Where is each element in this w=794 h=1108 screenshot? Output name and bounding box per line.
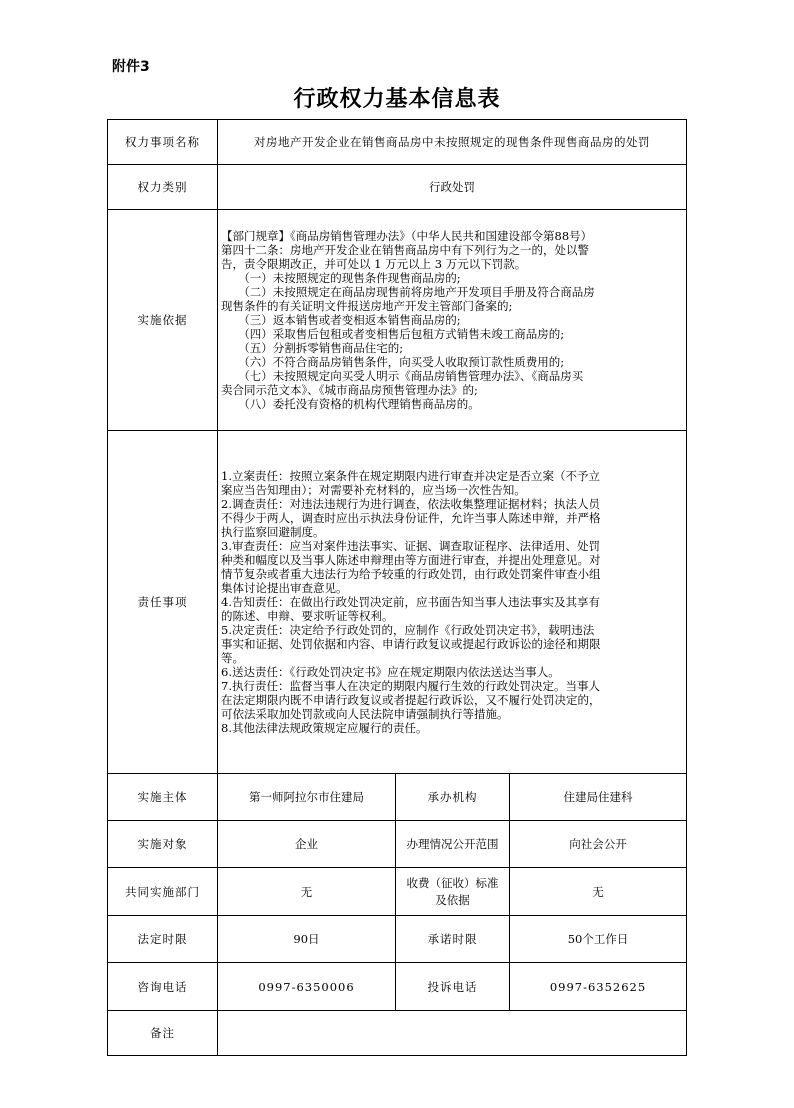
basis-text [218, 210, 687, 431]
basis-label: 实施依据 [108, 210, 218, 431]
table-row [108, 868, 687, 916]
responsibility-line: 4.告知责任：在做出行政处罚决定前，应书面告知当事人违法事实及其享有 [221, 595, 600, 609]
consult-phone-label: 咨询电话 [108, 963, 218, 1011]
power-type-value: 行政处罚 [218, 165, 687, 210]
table-row [108, 916, 687, 963]
responsibility-line: 不得少于两人，调查时应出示执法身份证件，允许当事人陈述申辩，并严格 [221, 511, 601, 525]
responsibility-label: 责任事项 [108, 431, 218, 774]
table-row [108, 774, 687, 821]
target-label: 实施对象 [108, 821, 218, 868]
attachment-label: 附件3 [112, 59, 150, 75]
fee-label: 收费（征收）标准及依据 [396, 868, 510, 916]
basis-line: 【部门规章】《商品房销售管理办法》（中华人民共和国建设部令第88号） [221, 229, 593, 243]
table-row [108, 963, 687, 1011]
basis-line: （八）委托没有资格的机构代理销售商品房的。 [221, 397, 480, 411]
page-title: 行政权力基本信息表 [293, 86, 501, 112]
responsibility-line: 的陈述、申辩、要求听证等权利。 [221, 609, 394, 623]
responsibility-line: 在法定期限内既不申请行政复议或者提起行政诉讼，又不履行处罚决定的， [221, 693, 601, 707]
info-table [107, 119, 687, 1056]
responsibility-line: 案应当告知理由）；对需要补充材料的，应当场一次性告知。 [221, 483, 526, 497]
subject-label: 实施主体 [108, 774, 218, 821]
responsibility-line: 集体讨论提出审查意见。 [221, 581, 348, 595]
table-row [108, 431, 687, 774]
table-row [108, 120, 687, 165]
fee-value: 无 [510, 868, 687, 916]
responsibility-line: 1.立案责任：按照立案条件在规定期限内进行审查并决定是否立案（不予立 [221, 469, 600, 483]
handler-label: 承办机构 [396, 774, 510, 821]
consult-phone-value: 0997-6350006 [218, 963, 396, 1011]
remark-label: 备注 [108, 1011, 218, 1056]
basis-line: （一）未按照规定的现售条件现售商品房的; [221, 271, 461, 285]
basis-line: （四）采取售后包租或者变相售后包租方式销售未竣工商品房的; [221, 327, 565, 341]
responsibility-text [218, 431, 687, 774]
responsibility-line: 6.送达责任：《行政处罚决定书》应在规定期限内依法送达当事人。 [221, 665, 560, 679]
power-type-label: 权力类别 [108, 165, 218, 210]
subject-value: 第一师阿拉尔市住建局 [218, 774, 396, 821]
remark-value [218, 1011, 687, 1056]
disclosure-value: 向社会公开 [510, 821, 687, 868]
responsibility-line: 3.审查责任：应当对案件违法事实、证据、调查取证程序、法律适用、处罚 [221, 539, 600, 553]
power-name-label: 权力事项名称 [108, 120, 218, 165]
basis-line: 现售条件的有关证明文件报送房地产开发主管部门备案的; [221, 299, 513, 313]
basis-line: （六）不符合商品房销售条件，向买受人收取预订款性质费用的; [221, 355, 565, 369]
responsibility-line: 8.其他法律法规政策规定应履行的责任。 [221, 721, 428, 735]
table-row [108, 165, 687, 210]
basis-line: （三）返本销售或者变相返本销售商品房的; [221, 313, 461, 327]
basis-line: （七）未按照规定向买受人明示《商品房销售管理办法》、《商品房买 [221, 369, 584, 383]
responsibility-line: 执行监察回避制度。 [221, 525, 325, 539]
basis-line: 第四十二条：房地产开发企业在销售商品房中有下列行为之一的，处以警 [221, 243, 589, 257]
handler-value: 住建局住建科 [510, 774, 687, 821]
basis-line: 告，责令限期改正，并可处以 1 万元以上 3 万元以下罚款。 [221, 257, 527, 271]
table-row [108, 210, 687, 431]
promise-time-label: 承诺时限 [396, 916, 510, 963]
responsibility-line: 可依法采取加处罚款或向人民法院申请强制执行等措施。 [221, 707, 509, 721]
basis-line: （五）分割拆零销售商品住宅的; [221, 341, 404, 355]
joint-dept-label: 共同实施部门 [108, 868, 218, 916]
table-row [108, 821, 687, 868]
promise-time-value: 50个工作日 [510, 916, 687, 963]
responsibility-line: 事实和证据、处罚依据和内容、申请行政复议或提起行政诉讼的途径和期限 [221, 637, 601, 651]
responsibility-line: 2.调查责任：对违法违规行为进行调查，依法收集整理证据材料；执法人员 [221, 497, 600, 511]
responsibility-line: 情节复杂或者重大违法行为给予较重的行政处罚，由行政处罚案件审查小组 [221, 567, 601, 581]
legal-time-label: 法定时限 [108, 916, 218, 963]
responsibility-line: 种类和幅度以及当事人陈述申辩理由等方面进行审查，并提出处理意见。对 [221, 553, 601, 567]
table-row [108, 1011, 687, 1056]
target-value: 企业 [218, 821, 396, 868]
responsibility-line: 等。 [221, 651, 244, 665]
responsibility-line: 5.决定责任：决定给予行政处罚的，应制作《行政处罚决定书》，载明违法 [221, 623, 595, 637]
complaint-phone-label: 投诉电话 [396, 963, 510, 1011]
power-name-value: 对房地产开发企业在销售商品房中未按照规定的现售条件现售商品房的处罚 [218, 120, 687, 165]
joint-dept-value: 无 [218, 868, 396, 916]
responsibility-line: 7.执行责任：监督当事人在决定的期限内履行生效的行政处罚决定。当事人 [221, 679, 600, 693]
basis-line: （二）未按照规定在商品房现售前将房地产开发项目手册及符合商品房 [221, 285, 595, 299]
complaint-phone-value: 0997-6352625 [510, 963, 687, 1011]
legal-time-value: 90日 [218, 916, 396, 963]
basis-line: 卖合同示范文本》、《城市商品房预售管理办法》的; [221, 383, 478, 397]
disclosure-label: 办理情况公开范围 [396, 821, 510, 868]
